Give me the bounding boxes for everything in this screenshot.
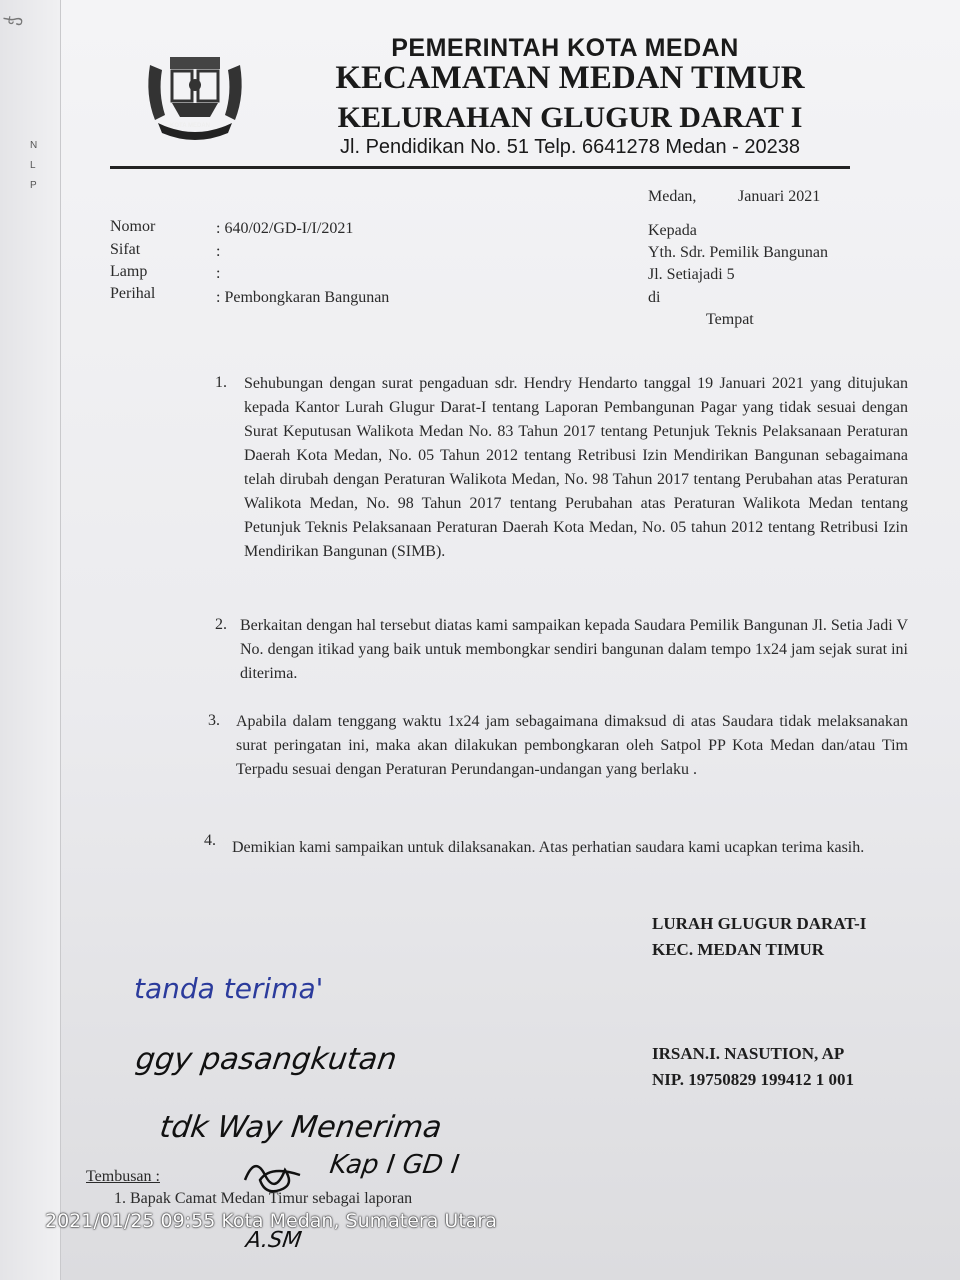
handwritten-note-line: A.SM [244,1228,304,1253]
date-month-year: Januari 2021 [738,188,821,205]
margin-letter: N [30,140,38,151]
paragraph-4: Demikian kami sampaikan untuk dilaksanakan. Atas perhatian saudara kami ucapkan terima kasih. [232,839,865,856]
lamp-label: Lamp [110,263,148,280]
paragraph-3: Apabila dalam tenggang waktu 1x24 jam sebagaimana dimaksud di atas Saudara tidak melaksanakan surat peringatan ini, maka akan dilakukan pembongkaran oleh Satpol PP Kota Medan dan/atau Tim Terpadu sesuai dengan Peraturan Perundangan-undangan yang berlaku . [236,713,908,778]
header-address: Jl. Pendidikan No. 51 Telp. 6641278 Medan - 20238 [340,136,800,158]
handwritten-receipt-note: tanda terima' [134,972,324,1005]
recipient-yth: Yth. Sdr. Pemilik Bangunan [648,244,828,261]
signature-name: IRSAN.I. NASUTION, AP [652,1044,845,1063]
signature-title-1: LURAH GLUGUR DARAT-I [652,914,867,933]
handwritten-note-line: Kap I GD I [327,1150,461,1180]
header-kecamatan: KECAMATAN MEDAN TIMUR [335,60,805,96]
perihal-label: Perihal [110,285,156,302]
header-kelurahan: KELURAHAN GLUGUR DARAT I [337,101,803,134]
paragraph-number: 2. [215,616,227,633]
header-government: PEMERINTAH KOTA MEDAN [391,34,739,62]
handwritten-note-line: tdk Way Menerima [157,1110,444,1145]
paragraph-number: 3. [208,712,220,729]
date-city: Medan, [648,188,697,205]
paragraph-number: 4. [204,832,216,849]
margin-letter: P [30,180,37,191]
recipient-tempat: Tempat [706,311,754,328]
sifat-label: Sifat [110,241,141,258]
recipient-address: Jl. Setiajadi 5 [648,266,735,283]
handwritten-note-line: ggy pasangkutan [133,1042,399,1077]
sifat-value: : [216,243,221,260]
lamp-value: : [216,265,221,282]
emblem-label: KOTA MEDAN [170,123,210,129]
margin-letter: L [30,160,36,171]
underlying-sheet-edge [0,0,61,1280]
tembusan-item: 1. Bapak Camat Medan Timur sebagai laporan [114,1190,413,1207]
nomor-value: : 640/02/GD-I/I/2021 [216,220,354,237]
paragraph-number: 1. [215,374,227,391]
header-rule [110,166,850,169]
corner-scrawl: ჭ [1,14,24,27]
recipient-kepada: Kepada [648,222,697,239]
recipient-di: di [648,289,661,306]
photo-timestamp-overlay: 2021/01/25 09:55 Kota Medan, Sumatera Utara [45,1210,497,1232]
perihal-value: : Pembongkaran Bangunan [216,289,390,306]
signature-nip: NIP. 19750829 199412 1 001 [652,1070,854,1089]
paragraph-2: Berkaitan dengan hal tersebut diatas kami sampaikan kepada Saudara Pemilik Bangunan Jl. Setia Jadi V No. dengan itikad yang baik untuk membongkar sendiri bangunan dalam tempo 1x24 jam sejak surat ini diterima. [240,617,908,682]
kota-medan-emblem-icon [140,45,250,145]
paragraph-1: Sehubungan dengan surat pengaduan sdr. Hendry Hendarto tanggal 19 Januari 2021 yang ditujukan kepada Kantor Lurah Glugur Darat-I tentang Laporan Pembangunan Pagar yang tidak sesuai dengan Surat Keputusan Walikota Medan No. 83 Tahun 2017 tentang Petunjuk Teknis Pelaksanaan Peraturan Daerah Kota Medan, No. 05 Tahun 2012 tentang Retribusi Izin Mendirikan Bangunan sebagaimana telah dirubah dengan Peraturan Walikota Medan, No. 98 Tahun 2017 tentang Perubahan atas Peraturan Walikota Medan, No. 98 Tahun 2017 tentang Perubahan atas Peraturan Walikota Medan tentang Petunjuk Teknis Pelaksanaan Peraturan Daerah Kota Medan, No. 05 tahun 2012 tentang Retribusi Izin Mendirikan Bangunan (SIMB). [244,375,908,560]
tembusan-label: Tembusan : [86,1168,160,1185]
nomor-label: Nomor [110,218,156,235]
signature-title-2: KEC. MEDAN TIMUR [652,940,825,959]
